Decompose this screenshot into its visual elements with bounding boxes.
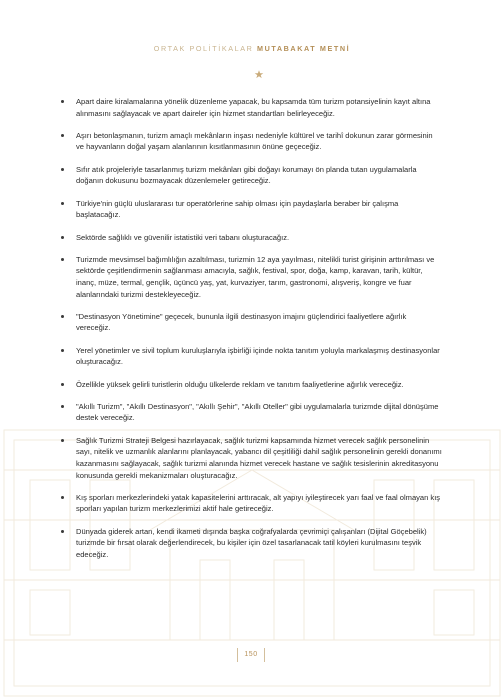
- bullet-dot-icon: [61, 349, 64, 352]
- bullet-text: Turizmde mevsimsel bağımlılığın azaltılması, turizmin 12 aya yayılması, nitelikli turist girişinin arttırılması ve sektörde çeşitlendirmenin sağlanması amacıyla, sağlık, festival, spor, doğa, kamp, karavan, tarih, kültür, inanç, müze, termal, gençlik, üçüncü yaş, yat, kurvaziyer, tarım, gastronomi, alışveriş, kongre ve fuar alanlarındaki turizmi destekleyeceğiz.: [76, 254, 435, 299]
- bullet-item: [60, 311, 442, 334]
- bullet-dot-icon: [61, 168, 64, 171]
- bullet-text: "Destinasyon Yönetimine" geçecek, bununla ilgili destinasyon imajını güçlendirici faaliyetlere ağırlık vereceğiz.: [76, 311, 407, 333]
- bullet-dot-icon: [61, 134, 64, 137]
- bullet-list: [60, 96, 442, 571]
- header-emphasis: MUTABAKAT METNİ: [257, 44, 351, 53]
- bullet-text: Sağlık Turizmi Strateji Belgesi hazırlayacak, sağlık turizmi kapsamında hizmet verecek sağlık personelinin sayı, nitelik ve uzmanlık alanlarını planlayacak, yabancı dil çeşitliliği dahil sağlık personelinin gerekli donanımı kazanmasını sağlayacak, sağlık turizmi alanında hizmet verecek hastane ve sağlık tesislerinin akreditasyonu konusunda gerekli mekanizmaları oluşturacağız.: [76, 435, 442, 480]
- bullet-item: [60, 130, 442, 153]
- bullet-item: [60, 96, 442, 119]
- bullet-item: [60, 526, 442, 561]
- bullet-item: [60, 435, 442, 481]
- bullet-dot-icon: [61, 405, 64, 408]
- bullet-dot-icon: [61, 236, 64, 239]
- bullet-text: Yerel yönetimler ve sivil toplum kuruluşlarıyla işbirliği içinde nokta tanıtım yoluyla markalaşmış destinasyonlar oluşturacağız.: [76, 345, 440, 367]
- bullet-item: [60, 492, 442, 515]
- bullet-dot-icon: [61, 202, 64, 205]
- bullet-dot-icon: [61, 100, 64, 103]
- bullet-item: [60, 198, 442, 221]
- bullet-dot-icon: [61, 315, 64, 318]
- bullet-item: [60, 401, 442, 424]
- bullet-item: [60, 379, 442, 391]
- bullet-dot-icon: [61, 439, 64, 442]
- crescent-and-star-icon: [232, 63, 272, 85]
- page-number: 150: [237, 648, 265, 662]
- bullet-text: Sektörde sağlıklı ve güvenilir istatistiki veri tabanı oluşturacağız.: [76, 232, 290, 242]
- bullet-dot-icon: [61, 496, 64, 499]
- bullet-text: Özellikle yüksek gelirli turistlerin olduğu ülkelerde reklam ve tanıtım faaliyetlerine ağırlık vereceğiz.: [76, 379, 404, 389]
- bullet-item: [60, 345, 442, 368]
- bullet-item: [60, 232, 442, 244]
- bullet-text: Kış sporları merkezlerindeki yatak kapasitelerini arttıracak, alt yapıyı iyileştirecek yarı faal ve faal olmayan kış sporları yapılan turizm merkezlerimizi aktif hale getireceğiz.: [76, 492, 441, 514]
- bullet-text: Dünyada giderek artan, kendi ikameti dışında başka coğrafyalarda çevrimiçi çalışanları (Dijital Göçebelik) turizmde bir fırsat olarak değerlendirecek, bu kişiler için özel tasarlanacak tatil köyleri kurulmasını teşvik edeceğiz.: [76, 526, 427, 559]
- bullet-item: [60, 164, 442, 187]
- bullet-text: "Akıllı Turizm", "Akıllı Destinasyon", "Akıllı Şehir", "Akıllı Oteller" gibi uygulamalarla turizmde dijital dönüşüme destek vereceğiz.: [76, 401, 439, 423]
- bullet-item: [60, 254, 442, 300]
- bullet-text: Türkiye'nin güçlü uluslararası tur operatörlerine sahip olması için paydaşlarla beraber bir çalışma başlatacağız.: [76, 198, 399, 220]
- bullet-dot-icon: [61, 530, 64, 533]
- bullet-text: Apart daire kiralamalarına yönelik düzenleme yapacak, bu kapsamda tüm turizm potansiyelinin kayıt altına alınmasını sağlayacak ve apart daireler için hizmet standartları belirleyeceğiz.: [76, 97, 431, 118]
- header-prefix: ORTAK POLİTİKALAR: [153, 44, 254, 53]
- bullet-dot-icon: [61, 383, 64, 386]
- bullet-dot-icon: [61, 258, 64, 261]
- bullet-text: Sıfır atık projeleriyle tasarlanmış turizm mekânları gibi doğayı korumayı ön planda tutan uygulamalarla doğanın dokusunu bozmayacak düzenlemeler getireceğiz.: [76, 164, 417, 186]
- bullet-text: Aşırı betonlaşmanın, turizm amaçlı mekânların inşası nedeniyle kültürel ve tarihî dokunun zarar görmesinin ve hayvanların doğal yaşam alanlarının kısıtlanmasının önüne geçeceğiz.: [76, 130, 433, 152]
- page-header: [0, 44, 504, 53]
